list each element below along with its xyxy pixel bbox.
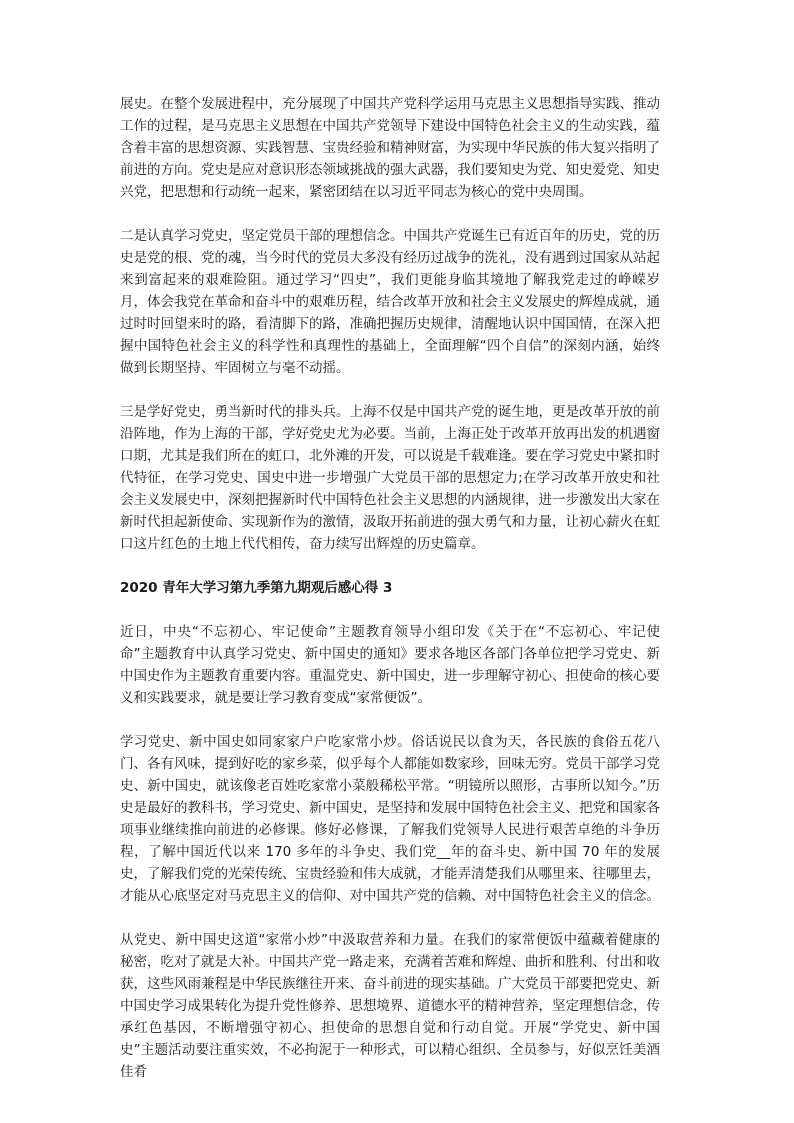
document-body	[120, 93, 660, 1105]
paragraph: 学习党史、新中国史如同家家户户吃家常小炒。俗话说民以食为天，各民族的食俗五花八门、各有风味，提到好吃的家乡菜，似乎每个人都能如数家珍，回味无穷。党员干部学习党史、新中国史，就该像老百姓吃家常小菜般稀松平常。“明镜所以照形，古事所以知今。”历史是最好的教科书，学习党史、新中国史，是坚持和发展中国特色社会主义、把党和国家各项事业继续推向前进的必修课。修好必修课，了解我们党领导人民进行艰苦卓绝的斗争历程，了解中国近代以来 170 多年的斗争史、我们党__年的奋斗史、新中国 70 年的发展史，了解我们党的光荣传统、宝贵经验和伟大成就，才能弄清楚我们从哪里来、往哪里去，才能从心底坚定对马克思主义的信仰、对中国共产党的信赖、对中国特色社会主义的信念。	[120, 734, 660, 904]
section-heading: 2020 青年大学习第九季第九期观后感心得 3	[120, 580, 393, 596]
paragraph: 近日，中央“不忘初心、牢记使命”主题教育领导小组印发《关于在“不忘初心、牢记使命”主题教育中认真学习党史、新中国史的通知》要求各地区各部门各单位把学习党史、新中国史作为主题教育重要内容。重温党史、新中国史，进一步理解守初心、担使命的核心要义和实践要求，就是要让学习教育变成“家常便饭”。	[120, 624, 660, 706]
paragraph: 从党史、新中国史这道“家常小炒”中汲取营养和力量。在我们的家常便饭中蕴藏着健康的秘密，吃对了就是大补。中国共产党一路走来，充满着苦难和辉煌、曲折和胜利、付出和收获，这些风雨兼程是中华民族继往开来、奋斗前进的现实基础。广大党员干部要把党史、新中国史学习成果转化为提升党性修养、思想境界、道德水平的精神营养，坚定理想信念，传承红色基因，不断增强守初心、担使命的思想自觉和行动自觉。开展“学党史、新中国史”主题活动要注重实效，不必拘泥于一种形式，可以精心组织、全员参与，好似烹饪美酒佳肴	[120, 932, 660, 1080]
paragraph: 二是认真学习党史，坚定党员干部的理想信念。中国共产党诞生已有近百年的历史，党的历史是党的根、党的魂，当今时代的党员大多没有经历过战争的洗礼，没有遇到过国家从站起来到富起来的艰难险阻。通过学习“四史”，我们更能身临其境地了解我党走过的峥嵘岁月，体会我党在革命和奋斗中的艰难历程，结合改革开放和社会主义发展史的辉煌成就，通过时时回望来时的路，看清脚下的路，准确把握历史规律，清醒地认识中国国情，在深入把握中国特色社会主义的科学性和真理性的基础上，全面理解“四个自信”的深刻内涵，始终做到长期坚持、牢固树立与毫不动摇。	[120, 228, 660, 376]
paragraph: 展史。在整个发展进程中，充分展现了中国共产党科学运用马克思主义思想指导实践、推动工作的过程，是马克思主义思想在中国共产党领导下建设中国特色社会主义的生动实践，蕴含着丰富的思想资源、实践智慧、宝贵经验和精神财富，为实现中华民族的伟大复兴指明了前进的方向。党史是应对意识形态领域挑战的强大武器，我们要知史为党、知史爱党、知史兴党，把思想和行动统一起来，紧密团结在以习近平同志为核心的党中央周围。	[120, 96, 660, 200]
paragraph: 三是学好党史，勇当新时代的排头兵。上海不仅是中国共产党的诞生地，更是改革开放的前沿阵地，作为上海的干部，学好党史尤为必要。当前，上海正处于改革开放再出发的机遇窗口期，尤其是我们所在的虹口，北外滩的开发，可以说是千载难逢。要在学习党史中紧扣时代特征，在学习党史、国史中进一步增强广大党员干部的思想定力;在学习改革开放史和社会主义发展史中，深刻把握新时代中国特色社会主义思想的内涵规律，进一步激发出大家在新时代担起新使命、实现新作为的激情，汲取开拓前进的强大勇气和力量，让初心薪火在虹口这片红色的土地上代代相传，奋力续写出辉煌的历史篇章。	[120, 404, 660, 552]
